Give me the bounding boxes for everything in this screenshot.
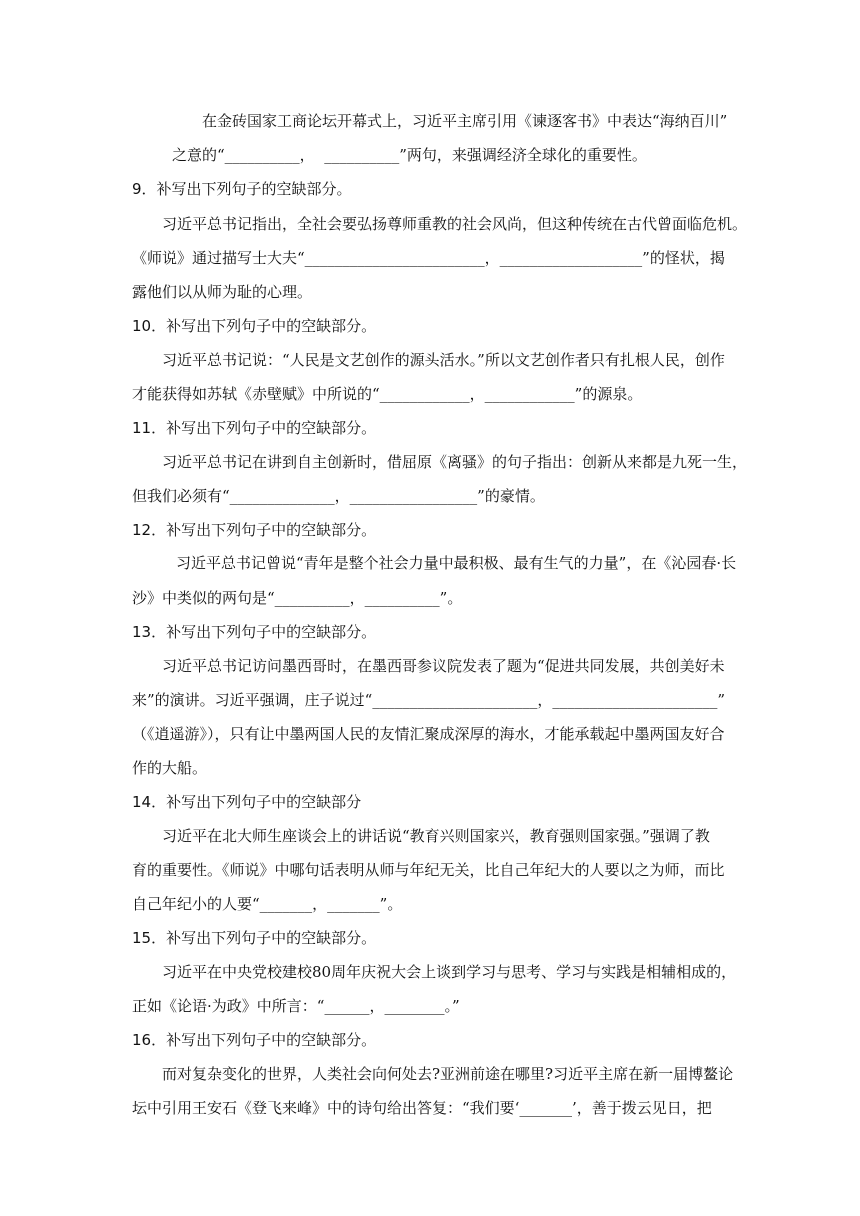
question-heading: 13．补写出下列句子中的空缺部分。 xyxy=(132,623,377,641)
passage-text: 正如《论语·为政》中所言：“______，________。” xyxy=(132,997,460,1015)
question-heading: 9．补写出下列句子的空缺部分。 xyxy=(132,180,352,198)
passage-text: 习近平总书记曾说“青年是整个社会力量中最积极、最有生气的力量”，在《沁园春·长 xyxy=(176,554,737,572)
passage-text: 习近平总书记说：“人民是文艺创作的源头活水。”所以文艺创作者只有扎根人民，创作 xyxy=(162,351,725,369)
passage-text: 作的大船。 xyxy=(132,759,208,777)
passage-text: 习近平总书记访问墨西哥时，在墨西哥参议院发表了题为“促进共同发展，共创美好未 xyxy=(162,657,725,675)
passage-text: 习近平总书记指出，全社会要弘扬尊师重教的社会风尚，但这种传统在古代曾面临危机。 xyxy=(162,215,748,233)
question-heading: 16．补写出下列句子中的空缺部分。 xyxy=(132,1031,377,1049)
passage-text: 而对复杂变化的世界，人类社会向何处去?亚洲前途在哪里?习近平主席在新一届博鳌论 xyxy=(162,1065,734,1083)
passage-text: 坛中引用王安石《登飞来峰》中的诗句给出答复：“我们要‘_______’，善于拨云见日，把 xyxy=(132,1099,712,1117)
passage-text: 自己年纪小的人要“_______，_______”。 xyxy=(132,895,403,913)
passage-text: 习近平总书记在讲到自主创新时，借屈原《离骚》的句子指出：创新从来都是九死一生， xyxy=(162,453,748,471)
passage-text: 但我们必须有“______________，_________________”的豪情。 xyxy=(132,487,545,505)
question-heading: 12．补写出下列句子中的空缺部分。 xyxy=(132,521,377,539)
passage-text: 才能获得如苏轼《赤壁赋》中所说的“____________，____________”的源泉。 xyxy=(132,385,643,403)
passage-text: 露他们以从师为耻的心理。 xyxy=(132,283,313,301)
question-heading: 14．补写出下列句子中的空缺部分 xyxy=(132,793,362,811)
passage-text: 《师说》通过描写士大夫“________________________，___________________”的怪状，揭 xyxy=(132,249,725,267)
question-heading: 11．补写出下列句子中的空缺部分。 xyxy=(132,419,377,437)
passage-text: 来”的演讲。习近平强调，庄子说过“______________________，______________________” xyxy=(132,691,726,709)
passage-text: 习近平在中央党校建校80周年庆祝大会上谈到学习与思考、学习与实践是相辅相成的， xyxy=(162,963,737,981)
question-heading: 10．补写出下列句子中的空缺部分。 xyxy=(132,317,377,335)
question-heading: 15．补写出下列句子中的空缺部分。 xyxy=(132,929,377,947)
passage-text: 在金砖国家工商论坛开幕式上，习近平主席引用《谏逐客书》中表达“海纳百川” xyxy=(202,112,728,130)
passage-text: 沙》中类似的两句是“__________，__________”。 xyxy=(132,589,463,607)
passage-text: （《逍遥游》），只有让中墨两国人民的友情汇聚成深厚的海水，才能承载起中墨两国友好合 xyxy=(132,725,725,743)
passage-text: 育的重要性。《师说》中哪句话表明从师与年纪无关，比自己年纪大的人要以之为师，而比 xyxy=(132,861,725,879)
passage-text: 之意的“__________， __________”两句，来强调经济全球化的重要性。 xyxy=(172,146,647,164)
passage-text: 习近平在北大师生座谈会上的讲话说“教育兴则国家兴，教育强则国家强。”强调了教 xyxy=(162,827,710,845)
